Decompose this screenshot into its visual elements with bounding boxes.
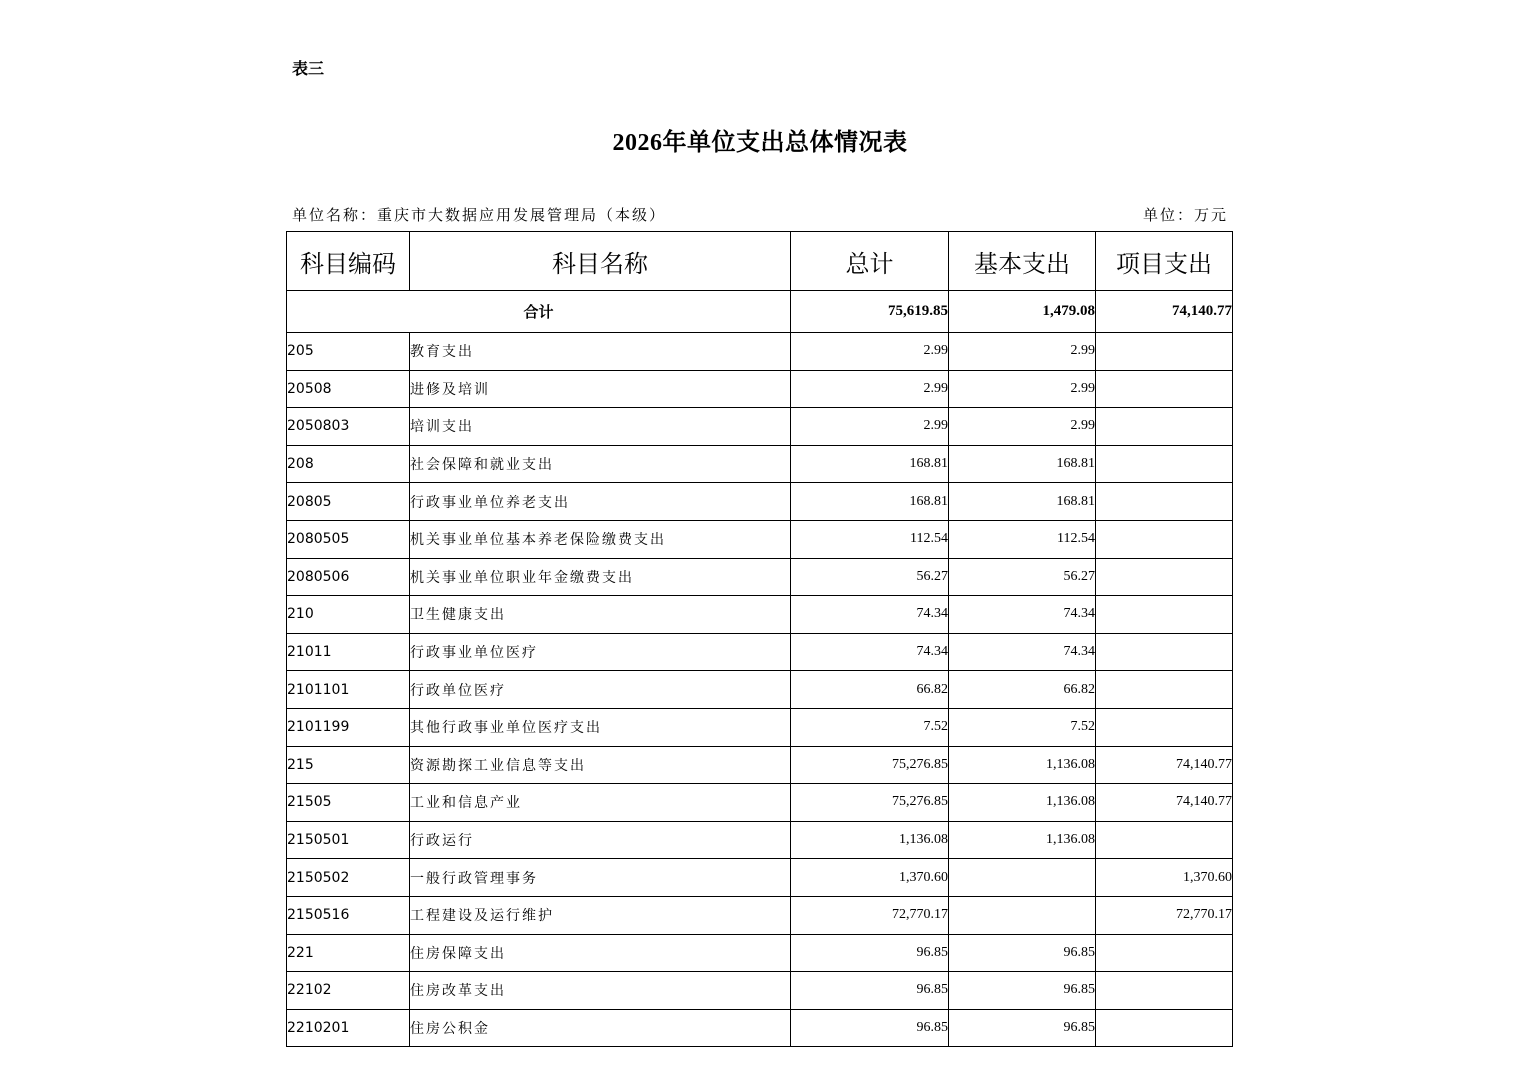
total-project: 74,140.77 — [1096, 291, 1233, 333]
table-row — [287, 520, 1233, 558]
table-row — [287, 746, 1233, 784]
row-code: 20508 — [287, 370, 410, 408]
row-total: 1,136.08 — [791, 821, 949, 859]
row-project — [1096, 708, 1233, 746]
total-row — [287, 291, 1233, 333]
row-project — [1096, 934, 1233, 972]
table-row — [287, 333, 1233, 371]
table-row — [287, 859, 1233, 897]
row-project — [1096, 1009, 1233, 1047]
table-row — [287, 408, 1233, 446]
row-basic: 96.85 — [949, 1009, 1096, 1047]
table-row — [287, 1009, 1233, 1047]
row-project: 74,140.77 — [1096, 784, 1233, 822]
row-total: 74.34 — [791, 596, 949, 634]
table-row — [287, 370, 1233, 408]
row-code: 21011 — [287, 633, 410, 671]
table-row — [287, 708, 1233, 746]
row-total: 75,276.85 — [791, 746, 949, 784]
row-code: 21505 — [287, 784, 410, 822]
currency-unit: 单位：万元 — [1142, 206, 1228, 224]
row-total: 112.54 — [791, 520, 949, 558]
row-name: 其他行政事业单位医疗支出 — [410, 708, 791, 746]
table-row — [287, 483, 1233, 521]
row-name: 行政单位医疗 — [410, 671, 791, 709]
row-project: 72,770.17 — [1096, 896, 1233, 934]
row-name: 资源勘探工业信息等支出 — [410, 746, 791, 784]
row-total: 96.85 — [791, 934, 949, 972]
total-label: 合计 — [287, 291, 791, 333]
row-basic: 66.82 — [949, 671, 1096, 709]
table-row — [287, 934, 1233, 972]
header-project: 项目支出 — [1096, 232, 1233, 291]
table-row — [287, 671, 1233, 709]
row-basic: 56.27 — [949, 558, 1096, 596]
row-total: 96.85 — [791, 972, 949, 1010]
row-name: 行政运行 — [410, 821, 791, 859]
row-basic — [949, 896, 1096, 934]
row-total: 72,770.17 — [791, 896, 949, 934]
row-code: 2050803 — [287, 408, 410, 446]
row-total: 56.27 — [791, 558, 949, 596]
row-basic: 74.34 — [949, 633, 1096, 671]
row-basic: 2.99 — [949, 333, 1096, 371]
row-total: 74.34 — [791, 633, 949, 671]
row-project — [1096, 445, 1233, 483]
row-name: 卫生健康支出 — [410, 596, 791, 634]
row-project — [1096, 671, 1233, 709]
row-total: 7.52 — [791, 708, 949, 746]
table-row — [287, 972, 1233, 1010]
row-code: 215 — [287, 746, 410, 784]
row-total: 168.81 — [791, 445, 949, 483]
row-name: 行政事业单位养老支出 — [410, 483, 791, 521]
row-project — [1096, 821, 1233, 859]
row-total: 2.99 — [791, 333, 949, 371]
row-project — [1096, 558, 1233, 596]
row-basic: 1,136.08 — [949, 821, 1096, 859]
row-code: 210 — [287, 596, 410, 634]
row-code: 2080505 — [287, 520, 410, 558]
row-total: 168.81 — [791, 483, 949, 521]
row-name: 一般行政管理事务 — [410, 859, 791, 897]
row-basic — [949, 859, 1096, 897]
row-basic: 74.34 — [949, 596, 1096, 634]
row-project — [1096, 633, 1233, 671]
row-code: 2150501 — [287, 821, 410, 859]
row-code: 2080506 — [287, 558, 410, 596]
row-project — [1096, 370, 1233, 408]
row-total: 1,370.60 — [791, 859, 949, 897]
table-row — [287, 633, 1233, 671]
row-code: 20805 — [287, 483, 410, 521]
row-total: 96.85 — [791, 1009, 949, 1047]
row-basic: 168.81 — [949, 445, 1096, 483]
row-name: 机关事业单位职业年金缴费支出 — [410, 558, 791, 596]
row-project — [1096, 596, 1233, 634]
table-header-row — [287, 232, 1233, 291]
total-sum: 75,619.85 — [791, 291, 949, 333]
row-basic: 1,136.08 — [949, 746, 1096, 784]
table-row — [287, 896, 1233, 934]
row-project — [1096, 333, 1233, 371]
row-name: 行政事业单位医疗 — [410, 633, 791, 671]
row-name: 机关事业单位基本养老保险缴费支出 — [410, 520, 791, 558]
row-code: 2150502 — [287, 859, 410, 897]
header-code: 科目编码 — [287, 232, 410, 291]
row-name: 住房改革支出 — [410, 972, 791, 1010]
row-name: 工程建设及运行维护 — [410, 896, 791, 934]
header-name: 科目名称 — [410, 232, 791, 291]
row-name: 社会保障和就业支出 — [410, 445, 791, 483]
unit-name: 单位名称：重庆市大数据应用发展管理局（本级） — [292, 206, 667, 224]
row-name: 住房公积金 — [410, 1009, 791, 1047]
row-code: 22102 — [287, 972, 410, 1010]
row-total: 66.82 — [791, 671, 949, 709]
row-code: 2150516 — [287, 896, 410, 934]
document-label: 表三 — [292, 59, 325, 78]
row-basic: 168.81 — [949, 483, 1096, 521]
row-basic: 1,136.08 — [949, 784, 1096, 822]
row-basic: 96.85 — [949, 972, 1096, 1010]
total-basic: 1,479.08 — [949, 291, 1096, 333]
row-basic: 96.85 — [949, 934, 1096, 972]
row-basic: 112.54 — [949, 520, 1096, 558]
header-basic: 基本支出 — [949, 232, 1096, 291]
table-row — [287, 784, 1233, 822]
expenditure-table — [286, 231, 1233, 1047]
row-code: 2210201 — [287, 1009, 410, 1047]
row-code: 221 — [287, 934, 410, 972]
row-project — [1096, 408, 1233, 446]
row-total: 75,276.85 — [791, 784, 949, 822]
row-project — [1096, 520, 1233, 558]
table-row — [287, 558, 1233, 596]
row-name: 培训支出 — [410, 408, 791, 446]
row-code: 2101199 — [287, 708, 410, 746]
row-basic: 7.52 — [949, 708, 1096, 746]
row-name: 住房保障支出 — [410, 934, 791, 972]
table-row — [287, 821, 1233, 859]
row-name: 进修及培训 — [410, 370, 791, 408]
row-code: 208 — [287, 445, 410, 483]
page-title: 2026年单位支出总体情况表 — [612, 130, 908, 156]
row-name: 工业和信息产业 — [410, 784, 791, 822]
row-project: 1,370.60 — [1096, 859, 1233, 897]
row-project — [1096, 972, 1233, 1010]
table-row — [287, 445, 1233, 483]
row-total: 2.99 — [791, 408, 949, 446]
row-project — [1096, 483, 1233, 521]
row-code: 2101101 — [287, 671, 410, 709]
table-row — [287, 596, 1233, 634]
header-total: 总计 — [791, 232, 949, 291]
row-project: 74,140.77 — [1096, 746, 1233, 784]
row-basic: 2.99 — [949, 408, 1096, 446]
row-code: 205 — [287, 333, 410, 371]
row-name: 教育支出 — [410, 333, 791, 371]
row-basic: 2.99 — [949, 370, 1096, 408]
row-total: 2.99 — [791, 370, 949, 408]
